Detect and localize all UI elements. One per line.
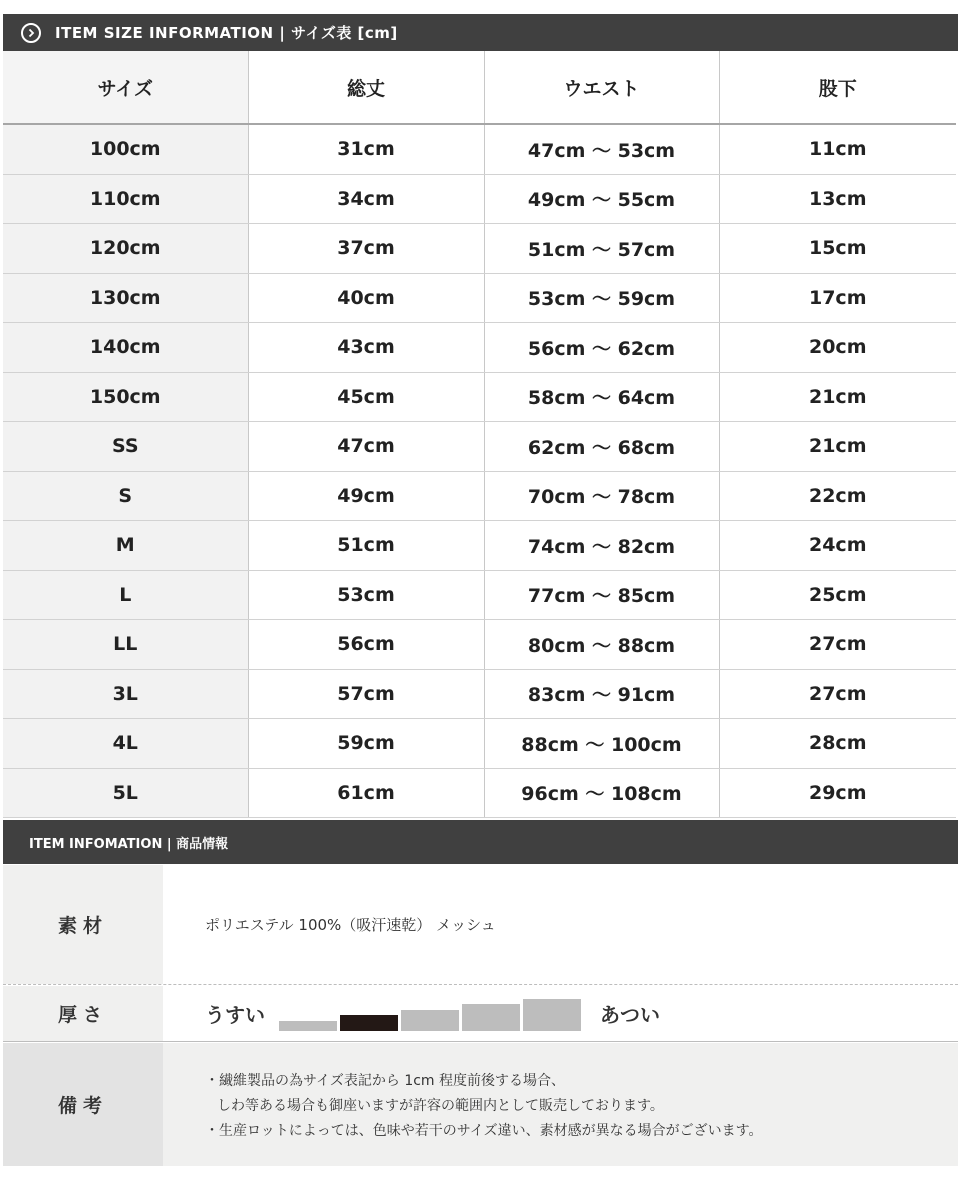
inseam-cell: 13cm [719, 174, 956, 224]
note-line: ・生産ロットによっては、色味や若干のサイズ違い、素材感が異なる場合がございます。 [205, 1123, 763, 1139]
table-row [3, 521, 956, 571]
length-cell: 43cm [248, 323, 484, 373]
length-cell: 49cm [248, 471, 484, 521]
table-row [3, 719, 956, 769]
size-cell: S [3, 471, 248, 521]
length-cell: 57cm [248, 669, 484, 719]
table-row [3, 422, 956, 472]
table-row [3, 471, 956, 521]
info-section-title: ITEM INFOMATION | 商品情報 [29, 836, 229, 852]
thickness-label: 厚さ [3, 986, 163, 1041]
length-cell: 61cm [248, 768, 484, 818]
waist-cell: 77cm 〜 85cm [484, 570, 719, 620]
thickness-level-1 [279, 1021, 337, 1031]
thickness-level-2 [340, 1015, 398, 1031]
size-cell: SS [3, 422, 248, 472]
table-row [3, 768, 956, 818]
table-row [3, 124, 956, 174]
waist-cell: 83cm 〜 91cm [484, 669, 719, 719]
size-cell: 140cm [3, 323, 248, 373]
thickness-level-5 [523, 999, 581, 1031]
inseam-cell: 17cm [719, 273, 956, 323]
size-cell: LL [3, 620, 248, 670]
length-cell: 40cm [248, 273, 484, 323]
waist-cell: 74cm 〜 82cm [484, 521, 719, 571]
length-cell: 37cm [248, 224, 484, 274]
chevron-right-circle-icon [21, 23, 41, 43]
waist-cell: 47cm 〜 53cm [484, 124, 719, 174]
column-header-length: 総丈 [248, 51, 484, 124]
length-cell: 59cm [248, 719, 484, 769]
size-cell: 3L [3, 669, 248, 719]
inseam-cell: 21cm [719, 422, 956, 472]
inseam-cell: 28cm [719, 719, 956, 769]
notes-value [163, 1043, 958, 1166]
note-line: しわ等ある場合も御座いますが許容の範囲内として販売しております。 [217, 1098, 664, 1114]
inseam-cell: 29cm [719, 768, 956, 818]
size-cell: 150cm [3, 372, 248, 422]
size-table-header-row [3, 51, 956, 124]
material-row [3, 865, 958, 985]
thickness-row [3, 986, 958, 1042]
length-cell: 47cm [248, 422, 484, 472]
size-cell: 110cm [3, 174, 248, 224]
size-cell: L [3, 570, 248, 620]
size-table-body [3, 124, 956, 818]
waist-cell: 58cm 〜 64cm [484, 372, 719, 422]
size-cell: 120cm [3, 224, 248, 274]
thick-label: あつい [600, 1003, 660, 1027]
length-cell: 51cm [248, 521, 484, 571]
length-cell: 34cm [248, 174, 484, 224]
inseam-cell: 21cm [719, 372, 956, 422]
length-cell: 45cm [248, 372, 484, 422]
inseam-cell: 15cm [719, 224, 956, 274]
waist-cell: 80cm 〜 88cm [484, 620, 719, 670]
table-row [3, 174, 956, 224]
table-row [3, 273, 956, 323]
info-section-header [3, 820, 958, 864]
inseam-cell: 11cm [719, 124, 956, 174]
size-cell: 100cm [3, 124, 248, 174]
inseam-cell: 25cm [719, 570, 956, 620]
table-row [3, 669, 956, 719]
table-row [3, 620, 956, 670]
inseam-cell: 20cm [719, 323, 956, 373]
waist-cell: 53cm 〜 59cm [484, 273, 719, 323]
notes-row [3, 1043, 958, 1166]
material-label: 素材 [3, 865, 163, 984]
waist-cell: 96cm 〜 108cm [484, 768, 719, 818]
notes-label: 備考 [3, 1043, 163, 1166]
waist-cell: 51cm 〜 57cm [484, 224, 719, 274]
size-cell: 5L [3, 768, 248, 818]
inseam-cell: 27cm [719, 669, 956, 719]
table-row [3, 323, 956, 373]
size-cell: M [3, 521, 248, 571]
table-row [3, 224, 956, 274]
column-header-waist: ウエスト [484, 51, 719, 124]
waist-cell: 70cm 〜 78cm [484, 471, 719, 521]
thickness-scale [279, 997, 584, 1031]
length-cell: 53cm [248, 570, 484, 620]
table-row [3, 372, 956, 422]
waist-cell: 56cm 〜 62cm [484, 323, 719, 373]
size-section-title: ITEM SIZE INFORMATION | サイズ表 [cm] [55, 24, 398, 42]
inseam-cell: 24cm [719, 521, 956, 571]
waist-cell: 88cm 〜 100cm [484, 719, 719, 769]
inseam-cell: 27cm [719, 620, 956, 670]
length-cell: 31cm [248, 124, 484, 174]
note-line: ・繊維製品の為サイズ表記から 1cm 程度前後する場合、 [205, 1073, 566, 1089]
length-cell: 56cm [248, 620, 484, 670]
material-value: ポリエステル 100%（吸汗速乾） メッシュ [205, 916, 496, 934]
size-table [3, 51, 956, 818]
waist-cell: 62cm 〜 68cm [484, 422, 719, 472]
thickness-value [163, 986, 958, 1041]
thickness-level-3 [401, 1010, 459, 1031]
inseam-cell: 22cm [719, 471, 956, 521]
column-header-size: サイズ [3, 51, 248, 124]
column-header-inseam: 股下 [719, 51, 956, 124]
size-section-header [3, 14, 958, 51]
thickness-level-4 [462, 1004, 520, 1031]
size-cell: 4L [3, 719, 248, 769]
thin-label: うすい [205, 1003, 265, 1027]
table-row [3, 570, 956, 620]
size-cell: 130cm [3, 273, 248, 323]
waist-cell: 49cm 〜 55cm [484, 174, 719, 224]
